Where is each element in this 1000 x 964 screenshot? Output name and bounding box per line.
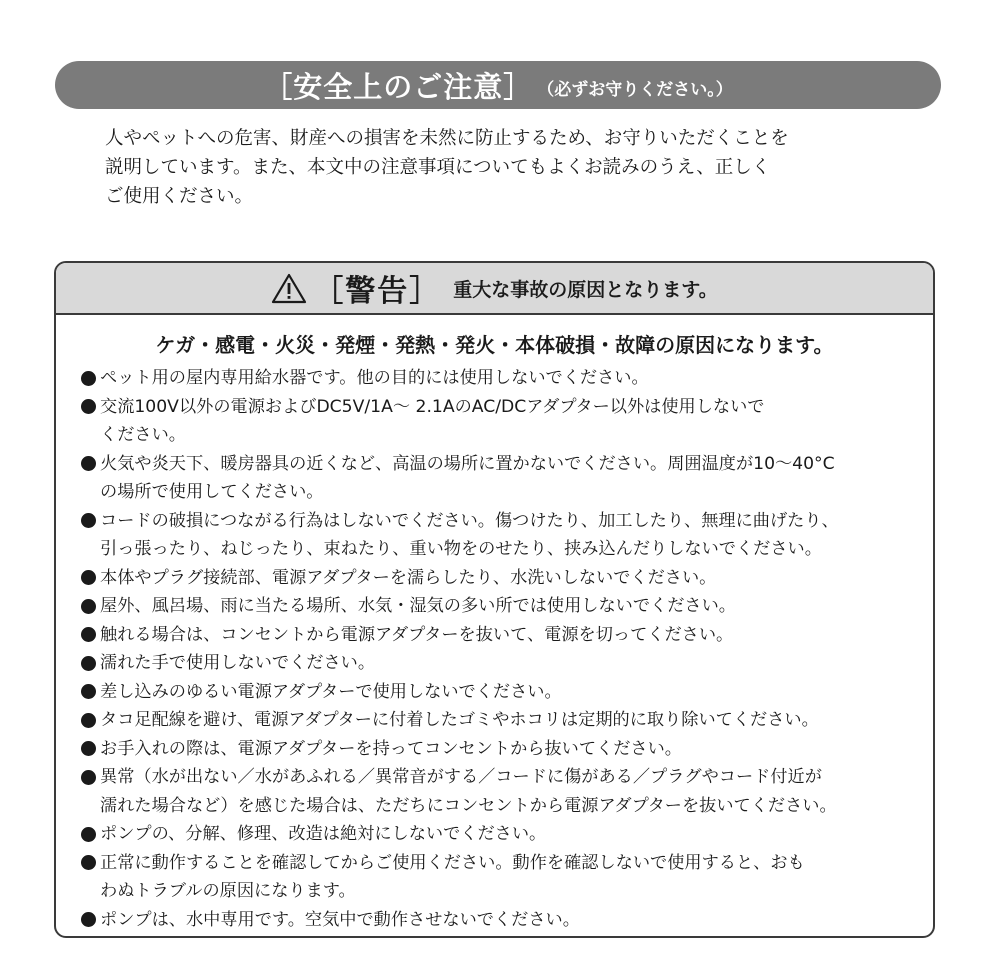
bullet-icon bbox=[81, 599, 96, 614]
warning-item-text: 差し込みのゆるい電源アダプターで使用しないでください。 bbox=[100, 681, 562, 702]
bullet-icon bbox=[81, 912, 96, 927]
warning-triangle-icon bbox=[271, 273, 307, 304]
warning-item-text: 本体やプラグ接続部、電源アダプターを濡らしたり、水洗いしないでください。 bbox=[100, 567, 717, 588]
warning-item bbox=[81, 763, 916, 820]
bullet-icon bbox=[81, 827, 96, 842]
warning-item-text: タコ足配線を避け、電源アダプターに付着したゴミやホコリは定期的に取り除いてください。 bbox=[100, 710, 819, 730]
warning-item-text: お手入れの際は、電源アダプターを持ってコンセントから抜いてください。 bbox=[100, 738, 682, 759]
warning-subheading: ケガ・感電・火災・発煙・発熱・発火・本体破損・故障の原因になります。 bbox=[155, 333, 834, 357]
warning-item-text: ポンプは、水中専用です。空気中で動作させないでください。 bbox=[100, 909, 580, 930]
banner-subtitle: （必ずお守りください。） bbox=[537, 79, 733, 100]
warning-item bbox=[81, 735, 916, 764]
bullet-icon bbox=[81, 456, 96, 471]
bullet-icon bbox=[81, 371, 96, 386]
bullet-icon bbox=[81, 513, 96, 528]
warning-item bbox=[81, 507, 916, 564]
warning-item bbox=[81, 564, 916, 593]
warning-item-text: 異常（水が出ない／水があふれる／異常音がする／コードに傷がある／プラグやコード付近が bbox=[100, 767, 822, 787]
bullet-icon bbox=[81, 627, 96, 642]
warning-item-text: 火気や炎天下、暖房器具の近くなど、高温の場所に置かないでください。周囲温度が10～40°C bbox=[100, 453, 835, 474]
warning-item-text: 触れる場合は、コンセントから電源アダプターを抜いて、電源を切ってください。 bbox=[100, 624, 734, 645]
warning-item bbox=[81, 906, 916, 935]
bullet-icon bbox=[81, 741, 96, 756]
warning-label: ［警告］ bbox=[313, 274, 442, 309]
warning-box bbox=[54, 261, 935, 938]
bullet-icon bbox=[81, 570, 96, 585]
warning-item bbox=[81, 364, 916, 393]
bullet-icon bbox=[81, 855, 96, 870]
bullet-icon bbox=[81, 399, 96, 414]
warning-item-text: の場所で使用してください。 bbox=[100, 482, 324, 502]
warning-item-text: わぬトラブルの原因になります。 bbox=[100, 881, 356, 901]
warning-item-text: 引っ張ったり、ねじったり、束ねたり、重い物をのせたり、挟み込んだりしないでください。 bbox=[100, 539, 822, 559]
safety-banner bbox=[55, 61, 941, 109]
intro-line: 説明しています。また、本文中の注意事項についてもよくお読みのうえ、正しく bbox=[105, 157, 771, 178]
bullet-icon bbox=[81, 770, 96, 785]
warning-item bbox=[81, 450, 916, 507]
warning-item bbox=[81, 592, 916, 621]
warning-item bbox=[81, 678, 916, 707]
warning-item-text: ペット用の屋内専用給水器です。他の目的には使用しないでください。 bbox=[100, 368, 649, 388]
bullet-icon bbox=[81, 656, 96, 671]
warning-item-text: 交流100V以外の電源およびDC5V/1A～ 2.1AのAC/DCアダプター以外は使用しないで bbox=[100, 396, 765, 417]
warning-item bbox=[81, 849, 916, 906]
banner-title: ［安全上のご注意］ bbox=[263, 69, 534, 104]
warning-item-text: 屋外、風呂場、雨に当たる場所、水気・湿気の多い所では使用しないでください。 bbox=[100, 596, 736, 616]
warning-item bbox=[81, 820, 916, 849]
intro-paragraph bbox=[105, 124, 925, 211]
warning-item-text: ポンプの、分解、修理、改造は絶対にしないでください。 bbox=[100, 824, 547, 844]
warning-item-text: 濡れた場合など）を感じた場合は、ただちにコンセントから電源アダプターを抜いてください。 bbox=[100, 795, 837, 816]
bullet-icon bbox=[81, 713, 96, 728]
warning-item-text: 正常に動作することを確認してからご使用ください。動作を確認しないで使用すると、おも bbox=[100, 852, 805, 873]
warning-description: 重大な事故の原因となります。 bbox=[453, 278, 718, 301]
bullet-icon bbox=[81, 684, 96, 699]
warning-item bbox=[81, 621, 916, 650]
warning-item-text: 濡れた手で使用しないでください。 bbox=[100, 653, 376, 673]
warning-list bbox=[56, 364, 933, 934]
warning-item-text: コードの破損につながる行為はしないでください。傷つけたり、加工したり、無理に曲げたり、 bbox=[100, 510, 839, 531]
warning-item bbox=[81, 649, 916, 678]
intro-line: 人やペットへの危害、財産への損害を未然に防止するため、お守りいただくことを bbox=[105, 128, 789, 149]
warning-item-text: ください。 bbox=[100, 425, 186, 445]
warning-header bbox=[56, 263, 933, 315]
warning-item bbox=[81, 393, 916, 450]
warning-item bbox=[81, 706, 916, 735]
intro-line: ご使用ください。 bbox=[105, 186, 254, 207]
